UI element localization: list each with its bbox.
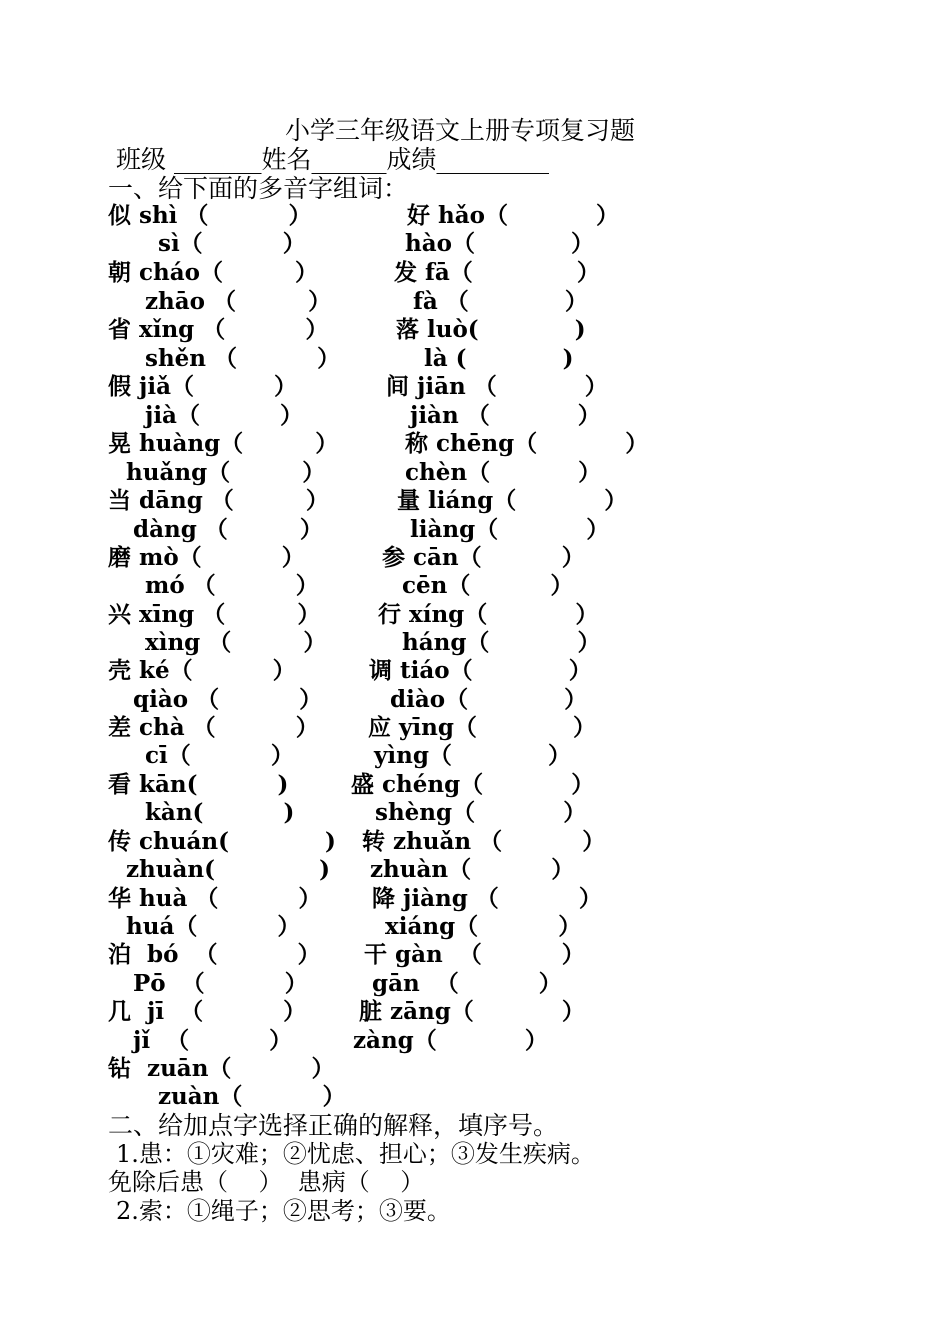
- right-item: 盛 chéng（ ）: [351, 771, 595, 798]
- left-item: 看 kān( ): [108, 771, 289, 798]
- left-item: jià（ ）: [145, 402, 304, 429]
- left-item: kàn( ): [145, 799, 295, 826]
- left-item: mó （ ）: [145, 572, 319, 599]
- left-item: 兴 xīng （ ）: [108, 601, 321, 628]
- right-item: yìng（ ）: [374, 742, 571, 769]
- left-item: zhāo （ ）: [145, 288, 332, 315]
- right-item: hào（ ）: [405, 230, 595, 257]
- right-item: zàng（ ）: [353, 1027, 548, 1054]
- right-item: cēn（ ）: [402, 572, 574, 599]
- left-item: 当 dāng （ ）: [108, 487, 329, 514]
- left-item: 钻 zuān（ ）: [108, 1055, 335, 1082]
- right-item: 行 xíng（ ）: [378, 601, 599, 628]
- left-item: huǎng（ ）: [126, 459, 326, 486]
- right-item: 参 cān（ ）: [382, 544, 585, 571]
- right-item: gān （ ）: [372, 970, 562, 997]
- right-item: zhuàn（ ）: [370, 856, 575, 883]
- left-item: 磨 mò（ ）: [108, 544, 305, 571]
- left-item: qiào （ ）: [133, 686, 323, 713]
- student-info-line: 班级 _______姓名______成绩_________: [116, 145, 549, 174]
- right-item: 落 luò( ): [396, 316, 586, 343]
- right-item: jiàn （ ）: [410, 402, 601, 429]
- left-item: dàng （ ）: [133, 516, 323, 543]
- question-2: 2.索：①绳子；②思考；③要。: [116, 1197, 451, 1225]
- left-item: 华 huà （ ）: [108, 885, 322, 912]
- question-1: 1.患：①灾难；②忧虑、担心；③发生疾病。: [116, 1140, 595, 1168]
- left-item: 晃 huàng（ ）: [108, 430, 339, 457]
- left-item: xìng （ ）: [145, 629, 327, 656]
- page-title: 小学三年级语文上册专项复习题: [285, 116, 636, 145]
- left-item: jǐ （ ）: [133, 1027, 293, 1054]
- left-item: zhuàn( ): [126, 856, 330, 883]
- left-item: 差 chà （ ）: [108, 714, 319, 741]
- right-item: 应 yīng（ ）: [368, 714, 597, 741]
- right-item: 好 hǎo（ ）: [407, 202, 620, 229]
- question-1-words: 免除后患（ ） 患病（ ）: [108, 1168, 425, 1196]
- left-item: zuàn（ ）: [158, 1083, 346, 1110]
- right-item: shèng（ ）: [375, 799, 587, 826]
- left-item: huá（ ）: [126, 913, 301, 940]
- right-item: 干 gàn （ ）: [364, 941, 585, 968]
- right-item: 称 chēng（ ）: [405, 430, 649, 457]
- right-item: 降 jiàng （ ）: [372, 885, 602, 912]
- section-1-heading: 一、给下面的多音字组词：: [108, 174, 409, 203]
- left-item: 似 shì （ ）: [108, 202, 312, 229]
- right-item: chèn（ ）: [405, 459, 602, 486]
- right-item: 间 jiān （ ）: [386, 373, 608, 400]
- right-item: là ( ): [424, 345, 574, 372]
- right-item: xiáng（ ）: [385, 913, 582, 940]
- left-item: 假 jiǎ（ ）: [108, 373, 298, 400]
- right-item: 脏 zāng（ ）: [359, 998, 585, 1025]
- right-item: 调 tiáo（ ）: [369, 657, 592, 684]
- left-item: 省 xǐng （ ）: [108, 316, 329, 343]
- left-item: shěn （ ）: [145, 345, 341, 372]
- left-item: 泊 bó （ ）: [108, 941, 321, 968]
- section-2-heading: 二、给加点字选择正确的解释，填序号。: [108, 1111, 559, 1140]
- right-item: 发 fā（ ）: [394, 259, 600, 286]
- left-item: 传 chuán( ): [108, 828, 336, 855]
- right-item: fà （ ）: [413, 288, 588, 315]
- right-item: liàng（ ）: [410, 516, 610, 543]
- right-item: 量 liáng（ ）: [397, 487, 628, 514]
- right-item: háng（ ）: [402, 629, 601, 656]
- left-item: 朝 cháo（ ）: [108, 259, 319, 286]
- left-item: Pō （ ）: [133, 970, 308, 997]
- left-item: sì（ ）: [158, 230, 306, 257]
- left-item: 壳 ké（ ）: [108, 657, 296, 684]
- right-item: 转 zhuǎn （ ）: [362, 828, 606, 855]
- left-item: 几 jī （ ）: [108, 998, 307, 1025]
- right-item: diào（ ）: [390, 686, 588, 713]
- left-item: cī（ ）: [145, 742, 294, 769]
